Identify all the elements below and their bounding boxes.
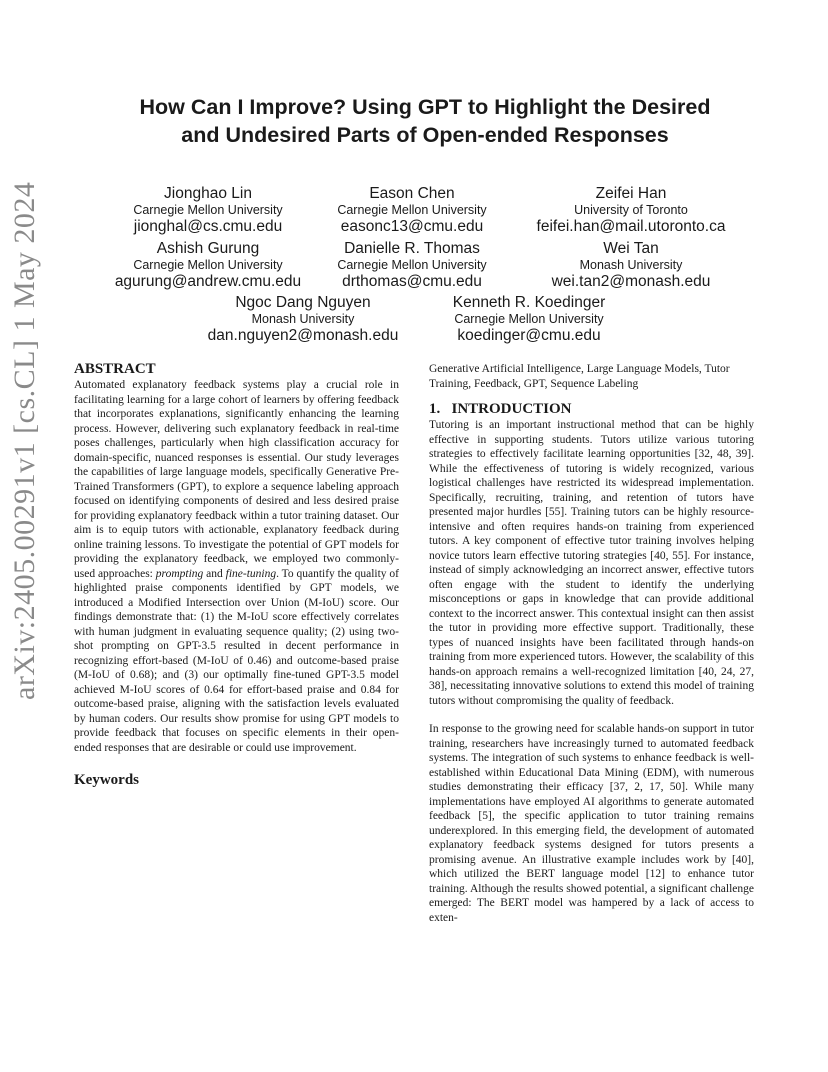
intro-paragraph-1: Tutoring is an important instructional method that can be highly effective in supporting students. Tutors utilize various tutoring strategies to effectively facilitate learning opportunities [32, 48, 39]. While the effectiveness of tutoring is widely recognized, various logistical challenges have restricted its widespread implementation. Specifically, recruiting, training, and retention of tutors have presented major hurdles [55]. Training tutors can be highly resource-intensive and often requires hands-on training from experienced tutors. A key component of effective tutor training involves helping novice tutors learn effective tutoring strategies [40, 55]. For instance, instead of simply acknowledging an incorrect answer, effective tutors often engage with the student to identify the underlying misconceptions or gaps in knowledge that can provide additional context to the incorrect answer. This contextual insight can then assist the tutor in providing more effective support. Traditionally, these types of nuanced insights have been facilitated through hands-on training from more experienced tutors. However, the scalability of this hands-on approach remains a well-recognized limitation [40, 24, 27, 38], necessitating innovative solutions to extend this model of training tutors without compromising the quality of feedback. (429, 419, 754, 707)
author-block (511, 239, 751, 291)
title-line-1: How Can I Improve? Using GPT to Highlight the Desired (139, 95, 711, 119)
abstract-heading: ABSTRACT (74, 361, 156, 377)
author-block (511, 184, 751, 236)
author-name: Ashish Gurung (156, 240, 260, 257)
author-name: Kenneth R. Koedinger (452, 294, 606, 311)
intro-paragraph-2: In response to the growing need for scalable hands-on support in tutor training, researchers have increasingly turned to automated feedback systems. The integration of such systems to enhance feedback is well-established within Educational Data Mining (EDM), with numerous studies demonstrating their efficacy [37, 2, 17, 50]. While many implementations have employed AI algorithms to generate automated feedback [5], the specific application to tutor training remains underexplored. In this emerging field, the development of automated explanatory feedback systems designed for tutors presents a promising avenue. An illustrative example includes work by [40], which utilized the BERT language model [12] to enhance tutor training. Although the results showed potential, a significant challenge emerged: The BERT model was hampered by a lack of access to exten- (429, 723, 754, 924)
left-column (74, 360, 399, 789)
title-line-2: and Undesired Parts of Open-ended Responses (181, 123, 669, 147)
author-affiliation: Carnegie Mellon University (454, 312, 604, 326)
author-block (183, 293, 423, 345)
abstract-text: Automated explanatory feedback systems play a crucial role in facilitating learning for a large cohort of learners by offering feedback that incorporates explanations, significantly enhancing the learning process. However, delivering such explanatory feedback in real-time poses challenges, particularly when high classification accuracy for domain-specific, nuanced responses is essential. Our study leverages the capabilities of large language models, specifically Generative Pre-Trained Transformers (GPT), to explore a sequence labeling approach focused on identifying components of desired and less desired praise for providing explanatory feedback within a tutor training dataset. Our aim is to equip tutors with actionable, explanatory feedback during online training lessons. To investigate the potential of GPT models for providing the explanatory feedback, we employed two commonly-used approaches: prompting and fine-tuning. To quantify the quality of highlighted praise components identified by GPT models, we introduced a Modified Intersection over Union (M-IoU) score. Our findings demonstrate that: (1) the M-IoU score effectively correlates with human judgment in evaluating sequence quality; (2) using two-shot prompting on GPT-3.5 resulted in decent performance in recognizing effort-based (M-IoU of 0.46) and outcome-based praise (M-IoU of 0.68); and (3) our optimally fine-tuned GPT-3.5 model achieved M-IoU scores of 0.64 for effort-based praise and 0.84 for outcome-based praise, aligning with the satisfaction levels evaluated by human coders. Our results show promise for using GPT models to provide feedback that focuses on specific elements in their open-ended responses that are desirable or could use improvement. (74, 379, 400, 754)
author-email: jionghal@cs.cmu.edu (133, 218, 283, 235)
author-email: easonc13@cmu.edu (340, 218, 484, 235)
term-prompting: prompting (155, 567, 204, 580)
arxiv-identifier: arXiv:2405.00291v1 [cs.CL] 1 May 2024 (8, 181, 41, 700)
author-block (292, 184, 532, 236)
author-email: dan.nguyen2@monash.edu (207, 327, 399, 344)
keywords-text: Generative Artificial Intelligence, Large Language Models, Tutor Training, Feedback, GPT, Sequence Labeling (429, 363, 730, 390)
author-block (409, 293, 649, 345)
introduction-heading: 1. INTRODUCTION (429, 401, 572, 417)
keywords-heading: Keywords (74, 772, 139, 788)
author-name: Jionghao Lin (164, 185, 252, 202)
paper-title (60, 93, 790, 149)
author-name: Danielle R. Thomas (344, 240, 480, 257)
author-name: Ngoc Dang Nguyen (235, 294, 371, 311)
author-email: wei.tan2@monash.edu (551, 273, 711, 290)
author-email: agurung@andrew.cmu.edu (114, 273, 302, 290)
right-column (429, 362, 754, 925)
author-affiliation: Carnegie Mellon University (133, 258, 283, 272)
author-block (292, 239, 532, 291)
author-email: koedinger@cmu.edu (457, 327, 601, 344)
author-email: feifei.han@mail.utoronto.ca (536, 218, 726, 235)
author-affiliation: University of Toronto (574, 203, 688, 217)
author-name: Zeifei Han (595, 185, 667, 202)
author-affiliation: Monash University (251, 312, 355, 326)
author-email: drthomas@cmu.edu (342, 273, 482, 290)
author-affiliation: Carnegie Mellon University (337, 258, 487, 272)
author-affiliation: Carnegie Mellon University (133, 203, 283, 217)
term-fine-tuning: fine-tuning (225, 567, 277, 580)
author-name: Eason Chen (369, 185, 455, 202)
author-name: Wei Tan (603, 240, 659, 257)
author-affiliation: Monash University (579, 258, 683, 272)
author-affiliation: Carnegie Mellon University (337, 203, 487, 217)
